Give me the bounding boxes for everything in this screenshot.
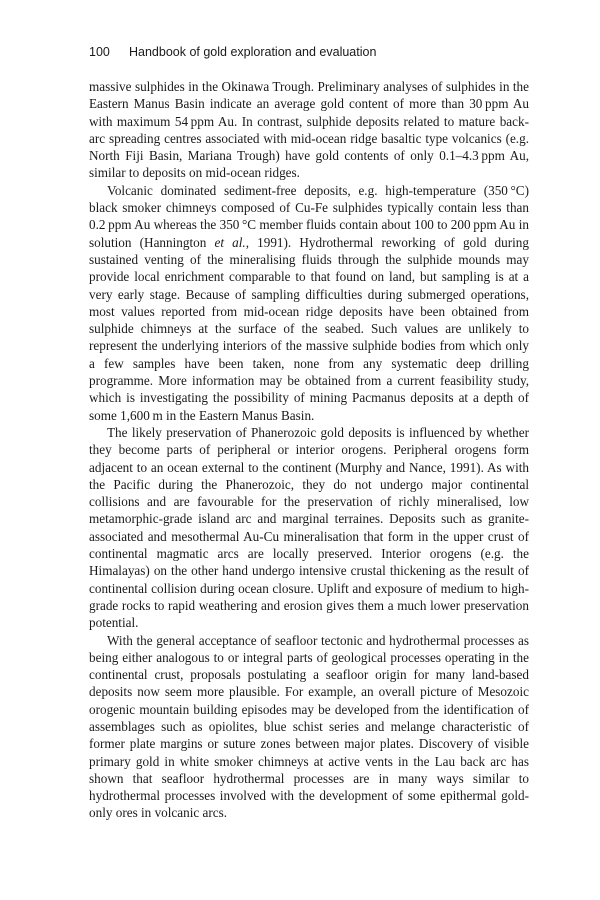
- running-head: [89, 44, 529, 60]
- paragraph-continued: massive sulphides in the Okinawa Trough. Preliminary analyses of sulphides in the Eastern Manus Basin indicate an average gold content of more than 30 ppm Au with maximum 54 ppm Au. In contrast, sulphide deposits related to mature back-arc spreading centres associated with mid-ocean ridge basaltic type volcanics (e.g. North Fiji Basin, Mariana Trough) have gold contents of only 0.1–4.3 ppm Au, similar to deposits on mid-ocean ridges.: [89, 79, 529, 181]
- citation-et-al: et al.: [214, 234, 246, 250]
- paragraph-text-part: , 1991). Hydrothermal reworking of gold during sustained venting of the mineralising fluids through the sulphide mounds may provide local enrichment comparable to that found on land, but sampling is at a very early stage. Because of sampling difficulties during submerged operations, most values reported from mid-ocean ridge deposits have been obtained from sulphide chimneys at the surface of the seabed. Such values are unlikely to represent the underlying interiors of the massive sulphide bodies from which only a few samples have been taken, none from any systematic deep drilling programme. More information may be obtained from a current feasibility study, which is investigating the possibility of mining Pacmanus deposits at a depth of some 1,600 m in the Eastern Manus Basin.: [89, 234, 529, 423]
- page-number: 100: [89, 45, 110, 59]
- paragraph-volcanic-deposits: [89, 182, 529, 424]
- paragraph-text-part: Volcanic dominated sediment-free deposits, e.g. high-temperature (350 °C) black smoker chimneys composed of Cu-Fe sulphides typically contain less than 0.2 ppm Au whereas the 350 °C member fluids contain about 100 to 200 ppm Au in solution (Hannington: [89, 182, 529, 250]
- book-title: Handbook of gold exploration and evaluation: [129, 45, 377, 59]
- paragraph-seafloor-tectonics: With the general acceptance of seafloor tectonic and hydrothermal processes as being either analogous to or integral parts of geological processes operating in the continental crust, proposals postulating a seafloor origin for many land-based deposits now seem more plausible. For example, an overall picture of Mesozoic orogenic mountain building episodes may be developed from the identification of assemblages such as opiolites, blue schist series and melange characteristic of former plate margins or suture zones between major plates. Discovery of visible primary gold in white smoker chimneys at active vents in the Lau back arc has shown that seafloor hydrothermal processes are in many ways similar to hydrothermal processes involved with the development of some epithermal gold-only ores in volcanic arcs.: [89, 632, 529, 821]
- body-text: [89, 78, 529, 822]
- paragraph-phanerozoic-preservation: The likely preservation of Phanerozoic gold deposits is influenced by whether they become parts of peripheral or interior orogens. Peripheral orogens form adjacent to an ocean external to the continent (Murphy and Nance, 1991). As with the Pacific during the Phanerozoic, they do not undergo major continental collisions and are favourable for the preservation of richly mineralised, low metamorphic-grade island arc and marginal terraines. Deposits such as granite-associated and mesothermal Au-Cu mineralisation that form in the upper crust of continental magmatic arcs are locally preserved. Interior orogens (e.g. the Himalayas) on the other hand undergo intensive crustal thickening as the result of continental collision during ocean closure. Uplift and exposure of medium to high-grade rocks to rapid weathering and erosion gives them a much lower preservation potential.: [89, 424, 529, 631]
